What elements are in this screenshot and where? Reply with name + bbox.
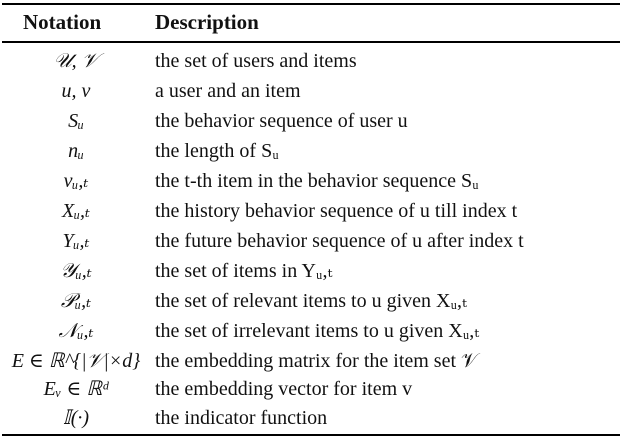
notation-cell: E ∈ ℝ^{|𝒱|×d} xyxy=(11,350,141,372)
notation-cell: 𝒩ᵤ,ₜ xyxy=(58,320,94,342)
header-rule xyxy=(2,41,620,43)
description-cell: the t-th item in the behavior sequence Sᵤ xyxy=(155,170,479,192)
description-cell: the future behavior sequence of u after index t xyxy=(155,230,524,252)
description-cell: the indicator function xyxy=(155,407,328,429)
notation-cell: vᵤ,ₜ xyxy=(63,170,89,192)
table-row xyxy=(2,198,620,227)
notation-cell: 𝒰, 𝒱 xyxy=(53,50,99,72)
table-row xyxy=(2,405,620,434)
notation-cell: 𝕀(·) xyxy=(62,407,90,429)
description-cell: the embedding matrix for the item set 𝒱 xyxy=(155,350,478,372)
table-row xyxy=(2,168,620,197)
description-cell: the length of Sᵤ xyxy=(155,140,279,162)
table-row xyxy=(2,138,620,167)
table-row xyxy=(2,258,620,287)
bottom-rule xyxy=(2,434,620,436)
description-cell: the set of irrelevant items to u given Xᵤ,ₜ xyxy=(155,320,480,342)
notation-cell: 𝒫ᵤ,ₜ xyxy=(60,290,92,312)
top-rule xyxy=(2,3,620,5)
notation-cell: Yᵤ,ₜ xyxy=(62,230,90,252)
description-cell: the behavior sequence of user u xyxy=(155,110,408,132)
notation-cell: 𝒴ᵤ,ₜ xyxy=(60,260,92,282)
table-row xyxy=(2,348,620,377)
description-cell: the history behavior sequence of u till index t xyxy=(155,200,518,222)
notation-cell: Eᵥ ∈ ℝᵈ xyxy=(43,378,109,400)
header-notation: Notation xyxy=(23,10,102,34)
notation-cell: Xᵤ,ₜ xyxy=(61,200,90,222)
table-row xyxy=(2,318,620,347)
table-row xyxy=(2,376,620,405)
table-row xyxy=(2,228,620,257)
header-description: Description xyxy=(155,10,259,34)
description-cell: a user and an item xyxy=(155,80,301,102)
table-row xyxy=(2,48,620,77)
table-row xyxy=(2,78,620,107)
notation-cell: u, v xyxy=(61,80,91,102)
description-cell: the set of relevant items to u given Xᵤ,ₜ xyxy=(155,290,467,312)
table-row xyxy=(2,288,620,317)
description-cell: the set of items in Yᵤ,ₜ xyxy=(155,260,333,282)
table-row xyxy=(2,108,620,137)
notation-cell: nᵤ xyxy=(68,140,84,162)
description-cell: the set of users and items xyxy=(155,50,357,72)
notation-cell: Sᵤ xyxy=(68,110,84,132)
description-cell: the embedding vector for item v xyxy=(155,378,413,400)
